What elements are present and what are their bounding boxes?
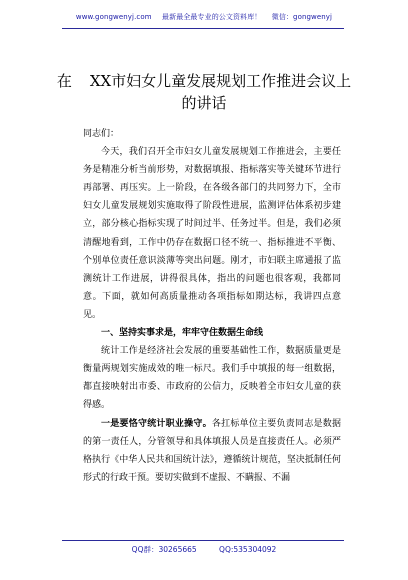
qq-group: QQ群：30265665 <box>131 545 197 554</box>
section-heading-1: 一、坚持实事求是，牢牢守住数据生命线 <box>101 328 264 339</box>
footer-divider <box>62 540 344 541</box>
site-slogan: 最新最全最专业的公文资料库！ <box>162 13 262 21</box>
paragraph-intro: 今天，我们召开全市妇女儿童发展规划工作推进会，主要任务是精准分析当前形势，对数据填报、指标落实等关键环节进行再部署、再压实。上一阶段，在各级各部门的共同努力下，全市妇女儿童发展规划实施取得了阶段性进展，监测评估体系初步建立，部分核心指标实现了时间过半、任务过半。但是，我们必须清醒地看到，工作中仍存在数据口径不统一、指标推进不平衡、个别单位责任意识淡薄等突出问题。刚才，市妇联主席通报了监测统计工作进展，讲得很具体，指出的问题也很客观，我都同意。下面，就如何高质量推动各项指标如期达标，我讲四点意见。 <box>83 147 341 320</box>
site-header <box>0 12 408 22</box>
site-url[interactable]: www.gongwenyj.com <box>75 13 152 21</box>
title-line-1: XX市妇女儿童发展规划工作推进会议上 <box>89 72 352 90</box>
wechat-id: 微信：gongwenyj <box>271 13 333 21</box>
title-line-2: 的讲话 <box>181 94 227 112</box>
title-lead: 在 <box>56 72 72 90</box>
qq-number: QQ:535304092 <box>219 545 277 554</box>
paragraph-statistics: 统计工作是经济社会发展的重要基础性工作，数据质量更是衡量两规划实施成效的唯一标尺。我们手中填报的每一组数据，都直接映射出市委、市政府的公信力，反映着全市妇女儿童的获得感。 <box>83 346 341 411</box>
paragraph-ethics <box>83 415 341 487</box>
point-text-1: 各扛标单位主要负责同志是数据的第一责任人，分管领导和具体填报人员是直接责任人。必须严格执行《中华人民共和国统计法》，遵循统计规范，坚决抵制任何形式的行政干预。要切实做到不虚报、不瞒报、不漏 <box>83 418 341 483</box>
document-title <box>48 70 360 114</box>
point-heading-1: 一是要恪守统计职业操守。 <box>101 418 212 429</box>
salutation: 同志们： <box>83 129 120 139</box>
document-body <box>83 125 341 487</box>
header-divider <box>62 28 344 29</box>
site-footer <box>0 544 408 555</box>
